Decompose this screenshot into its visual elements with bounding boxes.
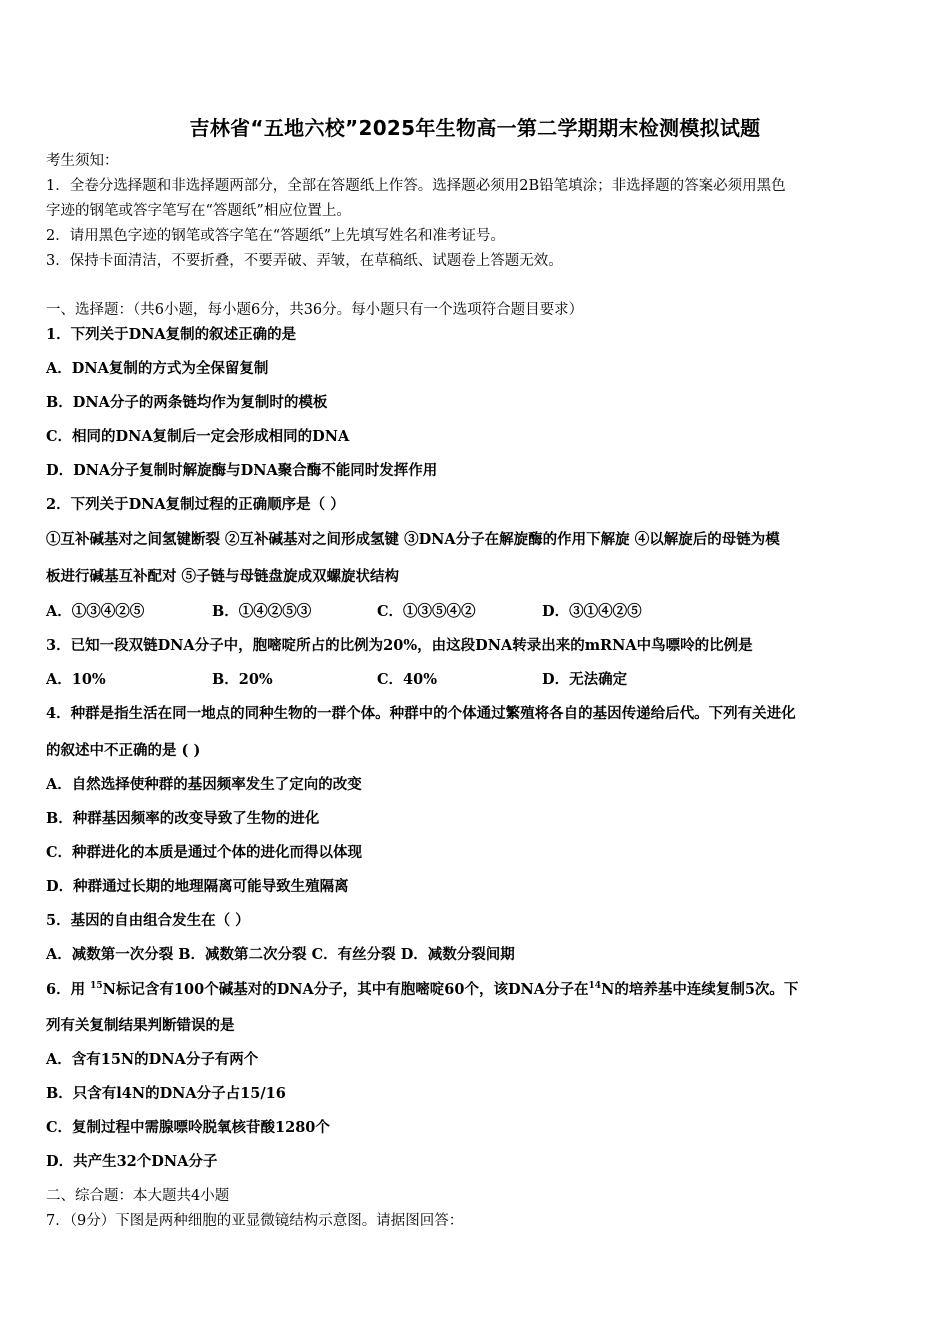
q2-steps-line-1: ①互补碱基对之间氢键断裂 ②互补碱基对之间形成氢键 ③DNA分子在解旋酶的作用下解旋 ④以解旋后的母链为模 xyxy=(46,531,780,548)
q4-option-c: C．种群进化的本质是通过个体的进化而得以体现 xyxy=(46,844,363,861)
q2-stem: 2．下列关于DNA复制过程的正确顺序是（ ） xyxy=(46,496,345,513)
q4-stem-line-2: 的叙述中不正确的是 ( ) xyxy=(46,742,201,759)
q6-stem-line-2: 列有关复制结果判断错误的是 xyxy=(46,1017,235,1034)
q2-steps-line-2: 板进行碱基互补配对 ⑤子链与母链盘旋成双螺旋状结构 xyxy=(46,568,400,585)
q3-option-d: D．无法确定 xyxy=(542,671,628,688)
q1-option-b: B．DNA分子的两条链均作为复制时的模板 xyxy=(46,394,328,411)
section-1-heading: 一、选择题：（共6小题，每小题6分，共36分。每小题只有一个选项符合题目要求） xyxy=(46,302,584,318)
q6-option-a: A．含有15N的DNA分子有两个 xyxy=(46,1051,259,1068)
notice-item-2: 2．请用黑色字迹的钢笔或答字笔在“答题纸”上先填写姓名和准考证号。 xyxy=(46,228,506,244)
q6-option-b: B．只含有l4N的DNA分子占15/16 xyxy=(46,1085,286,1102)
q2-option-c: C．①③⑤④② xyxy=(377,603,476,620)
q3-stem: 3．已知一段双链DNA分子中，胞嘧啶所占的比例为20%，由这段DNA转录出来的mRNA中鸟嘌呤的比例是 xyxy=(46,637,753,654)
q5-options: A．减数第一次分裂 B．减数第二次分裂 C．有丝分裂 D．减数分裂间期 xyxy=(46,946,515,963)
q4-option-b: B．种群基因频率的改变导致了生物的进化 xyxy=(46,810,320,827)
q4-option-d: D．种群通过长期的地理隔离可能导致生殖隔离 xyxy=(46,878,349,895)
q6-option-c: C．复制过程中需腺嘌呤脱氧核苷酸1280个 xyxy=(46,1119,330,1136)
q1-option-c: C．相同的DNA复制后一定会形成相同的DNA xyxy=(46,428,350,445)
q6-stem-line-1 xyxy=(46,980,798,1000)
page-title: 吉林省“五地六校”2025年生物高一第二学期期末检测模拟试题 xyxy=(189,116,761,140)
q1-stem: 1．下列关于DNA复制的叙述正确的是 xyxy=(46,326,297,343)
notice-item-1-line-1: 1．全卷分选择题和非选择题两部分，全部在答题纸上作答。选择题必须用2B铅笔填涂；非选择题的答案必须用黑色 xyxy=(46,178,786,194)
q1-option-a: A．DNA复制的方式为全保留复制 xyxy=(46,360,269,377)
q6-option-d: D．共产生32个DNA分子 xyxy=(46,1153,218,1170)
q6-isotope-15: 15 xyxy=(90,981,103,992)
q1-option-d: D．DNA分子复制时解旋酶与DNA聚合酶不能同时发挥作用 xyxy=(46,462,438,479)
notice-item-1-line-2: 字迹的钢笔或答字笔写在“答题纸”相应位置上。 xyxy=(46,203,351,219)
q2-option-b: B．①④②⑤③ xyxy=(212,603,312,620)
q4-stem-line-1: 4．种群是指生活在同一地点的同种生物的一群个体。种群中的个体通过繁殖将各自的基因传递给后代。下列有关进化 xyxy=(46,705,796,722)
q6-stem-part-b: N标记含有100个碱基对的DNA分子，其中有胞嘧啶60个，该DNA分子在 xyxy=(102,981,589,998)
q7-stem: 7．（9分）下图是两种细胞的亚显微镜结构示意图。请据图回答： xyxy=(46,1213,464,1229)
q3-option-b: B．20% xyxy=(212,671,273,688)
q6-isotope-14: 14 xyxy=(588,981,602,992)
notice-heading: 考生须知： xyxy=(46,153,119,169)
q2-option-a: A．①③④②⑤ xyxy=(46,603,145,620)
section-2-heading: 二、综合题：本大题共4小题 xyxy=(46,1188,230,1204)
q4-option-a: A．自然选择使种群的基因频率发生了定向的改变 xyxy=(46,776,362,793)
q6-stem-part-c: N的培养基中连续复制5次。下 xyxy=(601,981,799,998)
q3-option-c: C．40% xyxy=(377,671,437,688)
q5-stem: 5．基因的自由组合发生在（ ） xyxy=(46,912,250,929)
q6-stem-part-a: 6．用 xyxy=(46,981,91,998)
q3-option-a: A．10% xyxy=(46,671,106,688)
notice-item-3: 3．保持卡面清洁，不要折叠，不要弄破、弄皱，在草稿纸、试题卷上答题无效。 xyxy=(46,253,563,269)
q2-option-d: D．③①④②⑤ xyxy=(542,603,642,620)
